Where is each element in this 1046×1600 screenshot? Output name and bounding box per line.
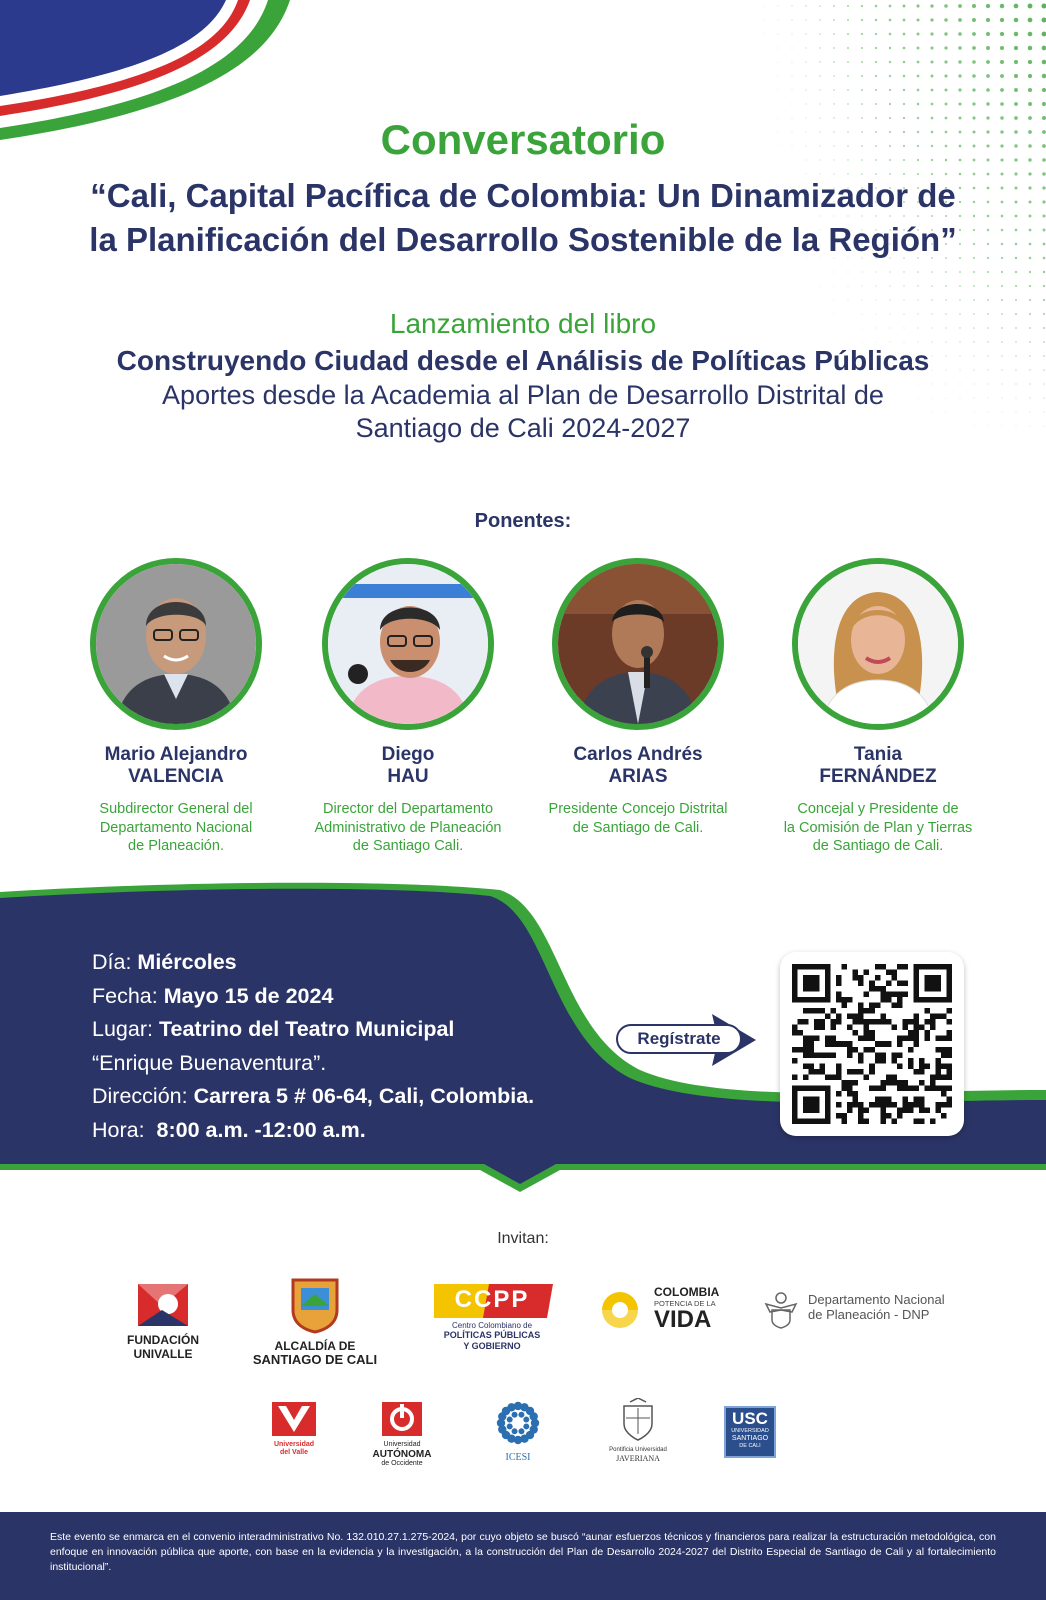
speaker-role bbox=[298, 800, 518, 856]
javeriana-crest-icon bbox=[616, 1398, 660, 1442]
logo-text: POTENCIA DE LA bbox=[654, 1299, 716, 1308]
logo-javeriana bbox=[606, 1398, 670, 1463]
speaker-role-line: de Santiago Cali. bbox=[352, 838, 464, 854]
logo-text: Y GOBIERNO bbox=[463, 1341, 521, 1351]
fundacion-univalle-logo-icon bbox=[132, 1282, 194, 1328]
logo-text: Pontificia Universidad bbox=[609, 1447, 667, 1453]
speaker-first-name: Diego bbox=[381, 744, 435, 765]
logo-text: FUNDACIÓN bbox=[127, 1333, 199, 1347]
logo-usc bbox=[724, 1406, 776, 1458]
speakers-label: Ponentes: bbox=[474, 510, 572, 532]
logo-text: USC bbox=[732, 1409, 768, 1428]
event-title-line-2: la Planificación del Desarrollo Sostenible de la Región” bbox=[89, 221, 957, 258]
event-title-line-1: “Cali, Capital Pacífica de Colombia: Un Dinamizador de bbox=[90, 177, 956, 214]
logo-text: SANTIAGO bbox=[731, 1435, 769, 1442]
logo-text: Universidad bbox=[273, 1441, 315, 1448]
speaker-role bbox=[66, 800, 286, 856]
register-button[interactable]: Regístrate bbox=[616, 1024, 742, 1054]
detail-address bbox=[92, 1080, 534, 1114]
logo-text: COLOMBIA bbox=[654, 1285, 720, 1299]
logo-fundacion-univalle bbox=[110, 1282, 216, 1361]
ccpp-logo-text: CCPP bbox=[454, 1286, 530, 1313]
invite-label: Invitan: bbox=[497, 1230, 549, 1247]
speaker-last-name: FERNÁNDEZ bbox=[819, 766, 937, 787]
logo-text: DE CALI bbox=[739, 1443, 761, 1449]
logo-text: Centro Colombiano de bbox=[451, 1321, 533, 1330]
logo-text: SANTIAGO DE CALI bbox=[252, 1352, 378, 1367]
speaker-role bbox=[768, 800, 988, 856]
speaker-first-name: Carlos Andrés bbox=[573, 744, 703, 765]
colombia-vida-sun-icon bbox=[598, 1288, 644, 1332]
colombia-coat-of-arms-icon bbox=[762, 1290, 800, 1330]
detail-address-value: Carrera 5 # 06-64, Cali, Colombia. bbox=[193, 1084, 535, 1108]
speaker-role-line: la Comisión de Plan y Tierras bbox=[783, 819, 973, 836]
univalle-logo-icon bbox=[272, 1402, 316, 1436]
logo-ccpp bbox=[430, 1284, 554, 1352]
book-subtitle bbox=[100, 379, 946, 445]
logo-text: del Valle bbox=[279, 1449, 309, 1456]
logo-text: POLÍTICAS PÚBLICAS bbox=[443, 1330, 541, 1340]
logo-text: VIDA bbox=[654, 1306, 712, 1333]
book-subtitle-line-1: Aportes desde la Academia al Plan de Desarrollo Distrital de bbox=[162, 380, 884, 410]
event-type-title: Conversatorio bbox=[380, 116, 666, 163]
speaker-first-name: Tania bbox=[853, 744, 903, 765]
speaker-card bbox=[768, 558, 988, 856]
qr-code-icon bbox=[792, 964, 952, 1124]
logo-text: UNIVERSIDAD bbox=[731, 1428, 769, 1434]
speaker-portrait-icon bbox=[96, 564, 256, 724]
logo-icesi bbox=[490, 1398, 546, 1463]
detail-place-extra: “Enrique Buenaventura”. bbox=[92, 1050, 327, 1075]
detail-time bbox=[92, 1114, 534, 1148]
speaker-role-line: Subdirector General del bbox=[99, 801, 253, 817]
speaker-role-line: de Santiago de Cali. bbox=[572, 819, 704, 836]
ccpp-logo-mark bbox=[434, 1284, 550, 1318]
speaker-role-line: de Planeación. bbox=[128, 838, 224, 854]
speaker-photo bbox=[322, 558, 494, 730]
speaker-last-name: ARIAS bbox=[608, 766, 668, 787]
logo-universidad-del-valle bbox=[266, 1402, 322, 1457]
qr-code-card[interactable] bbox=[780, 952, 964, 1136]
speaker-card bbox=[528, 558, 748, 837]
speaker-photo bbox=[552, 558, 724, 730]
event-details bbox=[92, 946, 534, 1147]
speaker-portrait-icon bbox=[328, 564, 488, 724]
speaker-card bbox=[66, 558, 286, 856]
speaker-role-line: Departamento Nacional bbox=[99, 819, 253, 836]
detail-time-label: Hora: bbox=[92, 1117, 145, 1142]
detail-place-label: Lugar: bbox=[92, 1017, 153, 1041]
logo-alcaldia-cali bbox=[250, 1276, 380, 1367]
logo-text: ICESI bbox=[505, 1452, 531, 1463]
autonoma-logo-icon bbox=[382, 1402, 422, 1436]
speaker-first-name: Mario Alejandro bbox=[104, 744, 248, 765]
speaker-last-name: HAU bbox=[387, 766, 429, 787]
logo-text: ALCALDÍA DE bbox=[274, 1339, 356, 1353]
detail-date-value: Mayo 15 de 2024 bbox=[163, 983, 334, 1008]
detail-day-label: Día: bbox=[92, 950, 132, 974]
detail-place-value: Teatrino del Teatro Municipal bbox=[158, 1017, 455, 1041]
logo-text: Universidad bbox=[383, 1441, 421, 1448]
book-title: Construyendo Ciudad desde el Análisis de Políticas Públicas bbox=[116, 345, 930, 376]
detail-day bbox=[92, 946, 534, 980]
speaker-role-line: Director del Departamento bbox=[322, 801, 494, 817]
speaker-role-line: Administrativo de Planeación bbox=[314, 819, 502, 836]
detail-day-value: Miércoles bbox=[137, 950, 237, 974]
speaker-role-line: Concejal y Presidente de bbox=[797, 801, 959, 817]
book-subtitle-line-2: Santiago de Cali 2024-2027 bbox=[355, 413, 691, 443]
detail-date-label: Fecha: bbox=[92, 983, 158, 1008]
icesi-logo-icon bbox=[492, 1398, 544, 1448]
detail-date bbox=[92, 980, 534, 1014]
speaker-card bbox=[298, 558, 518, 856]
event-title bbox=[40, 174, 1006, 262]
speaker-portrait-icon bbox=[558, 564, 718, 724]
logo-text: de Occidente bbox=[381, 1460, 423, 1467]
logo-text: de Planeación - DNP bbox=[808, 1307, 930, 1322]
detail-place bbox=[92, 1013, 534, 1047]
speaker-portrait-icon bbox=[798, 564, 958, 724]
logo-text: JAVERIANA bbox=[616, 1454, 660, 1463]
detail-time-value: 8:00 a.m. -12:00 a.m. bbox=[156, 1117, 366, 1142]
alcaldia-shield-icon bbox=[289, 1276, 341, 1334]
logo-text: UNIVALLE bbox=[133, 1347, 193, 1361]
speaker-role-line: Presidente Concejo Distrital bbox=[548, 801, 728, 817]
detail-address-label: Dirección: bbox=[92, 1084, 188, 1108]
book-launch-label: Lanzamiento del libro bbox=[389, 308, 657, 339]
logo-text: AUTÓNOMA bbox=[372, 1449, 432, 1460]
speaker-role bbox=[528, 800, 748, 837]
speaker-last-name: VALENCIA bbox=[128, 766, 224, 787]
speaker-photo bbox=[792, 558, 964, 730]
speaker-photo bbox=[90, 558, 262, 730]
logo-text: Departamento Nacional bbox=[808, 1292, 945, 1307]
footer-disclaimer: Este evento se enmarca en el convenio interadministrativo No. 132.010.27.1.275-2024, por cuyo objeto se buscó “aunar esfuerzos técnicos y financieros para realizar la estructuración metodológica, con enfoque en innovación pública que aporte, con base en la evidencia y la investigación, a la construcción del Plan de Desarrollo 2024-2027 del Distrito Especial de Santiago de Cali y al fortalecimiento institucional”. bbox=[0, 1512, 1046, 1600]
speaker-role-line: de Santiago de Cali. bbox=[812, 838, 944, 854]
logo-autonoma-occidente bbox=[364, 1402, 440, 1468]
